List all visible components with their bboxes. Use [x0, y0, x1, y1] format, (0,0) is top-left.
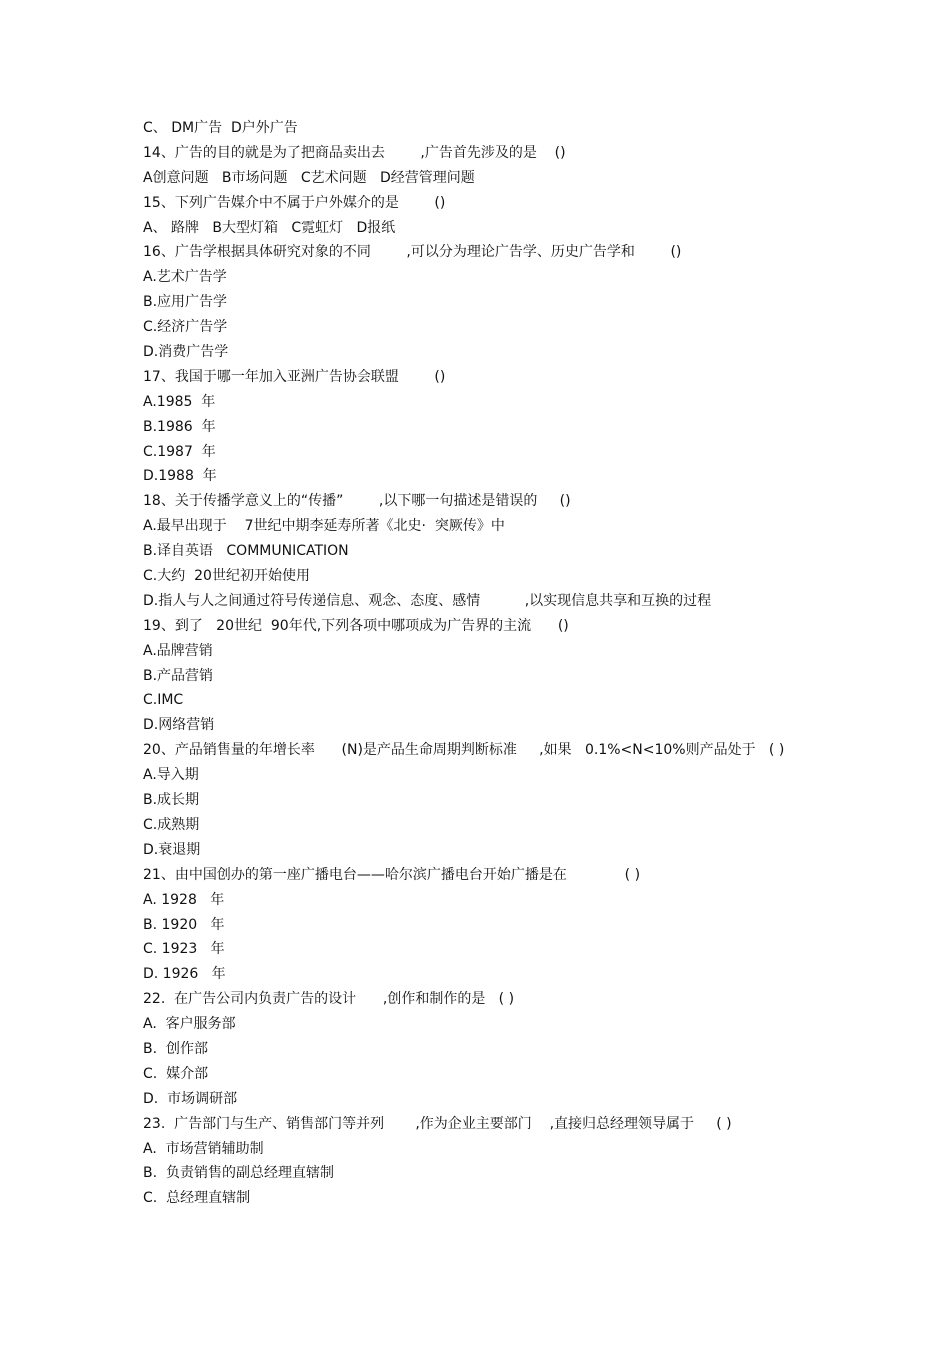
text-line: C、 DM广告 D户外广告: [143, 120, 298, 136]
text-line: 19、到了 20世纪 90年代,下列各项中哪项成为广告界的主流 (): [143, 617, 569, 634]
text-line: C. 媒介部: [143, 1065, 209, 1082]
text-line: 21、由中国创办的第一座广播电台——哈尔滨广播电台开始广播是在 ( ): [143, 866, 641, 883]
text-line: A.1985 年: [143, 393, 216, 410]
text-line: C.1987 年: [143, 443, 216, 460]
text-line: C.成熟期: [143, 816, 200, 833]
text-line: 16、广告学根据具体研究对象的不同 ,可以分为理论广告学、历史广告学和 (): [143, 244, 682, 261]
text-line: D. 市场调研部: [143, 1090, 238, 1107]
text-line: D.网络营销: [143, 717, 215, 734]
text-line: A. 市场营销辅助制: [143, 1140, 264, 1157]
text-line: 22. 在广告公司内负责广告的设计 ,创作和制作的是 ( ): [143, 991, 515, 1008]
text-line: B.译自英语 COMMUNICATION: [143, 543, 349, 560]
text-line: A.最早出现于 7世纪中期李延寿所著《北史· 突厥传》中: [143, 518, 505, 535]
text-line: B. 创作部: [143, 1040, 208, 1057]
text-line: B.成长期: [143, 792, 200, 809]
text-line: B. 1920 年: [143, 916, 225, 933]
text-line: D.衰退期: [143, 841, 201, 858]
text-line: C.经济广告学: [143, 319, 228, 336]
text-line: D.1988 年: [143, 468, 217, 485]
text-line: D. 1926 年: [143, 966, 226, 983]
text-line: A.导入期: [143, 767, 199, 784]
text-line: C.大约 20世纪初开始使用: [143, 568, 310, 585]
text-line: C. 总经理直辖制: [143, 1190, 251, 1207]
question-text-block: [143, 116, 923, 1211]
text-line: A.品牌营销: [143, 642, 213, 659]
text-line: A、 路牌 B大型灯箱 C霓虹灯 D报纸: [143, 219, 396, 236]
text-line: C. 1923 年: [143, 941, 225, 958]
text-line: B.1986 年: [143, 418, 216, 435]
text-line: A. 1928 年: [143, 891, 225, 908]
text-line: A. 客户服务部: [143, 1016, 236, 1033]
text-line: D.消费广告学: [143, 344, 229, 361]
text-line: 17、我国于哪一年加入亚洲广告协会联盟 (): [143, 368, 446, 385]
text-line: 15、下列广告媒介中不属于户外媒介的是 (): [143, 194, 446, 211]
text-line: 23. 广告部门与生产、销售部门等并列 ,作为企业主要部门 ,直接归总经理领导属于 ( ): [143, 1115, 732, 1132]
text-line: A创意问题 B市场问题 C艺术问题 D经营管理问题: [143, 169, 475, 186]
text-line: 20、产品销售量的年增长率 (N)是产品生命周期判断标准 ,如果 0.1%<N<10%则产品处于 ( ): [143, 742, 785, 759]
text-line: C.IMC: [143, 692, 184, 709]
text-line: B.产品营销: [143, 667, 214, 684]
text-line: B. 负责销售的副总经理直辖制: [143, 1165, 334, 1182]
text-line: B.应用广告学: [143, 294, 228, 311]
text-line: A.艺术广告学: [143, 269, 227, 286]
text-line: 18、关于传播学意义上的“传播” ,以下哪一句描述是错误的 (): [143, 493, 571, 510]
text-line: D.指人与人之间通过符号传递信息、观念、态度、感情 ,以实现信息共享和互换的过程: [143, 592, 712, 609]
text-line: 14、广告的目的就是为了把商品卖出去 ,广告首先涉及的是 (): [143, 144, 566, 161]
